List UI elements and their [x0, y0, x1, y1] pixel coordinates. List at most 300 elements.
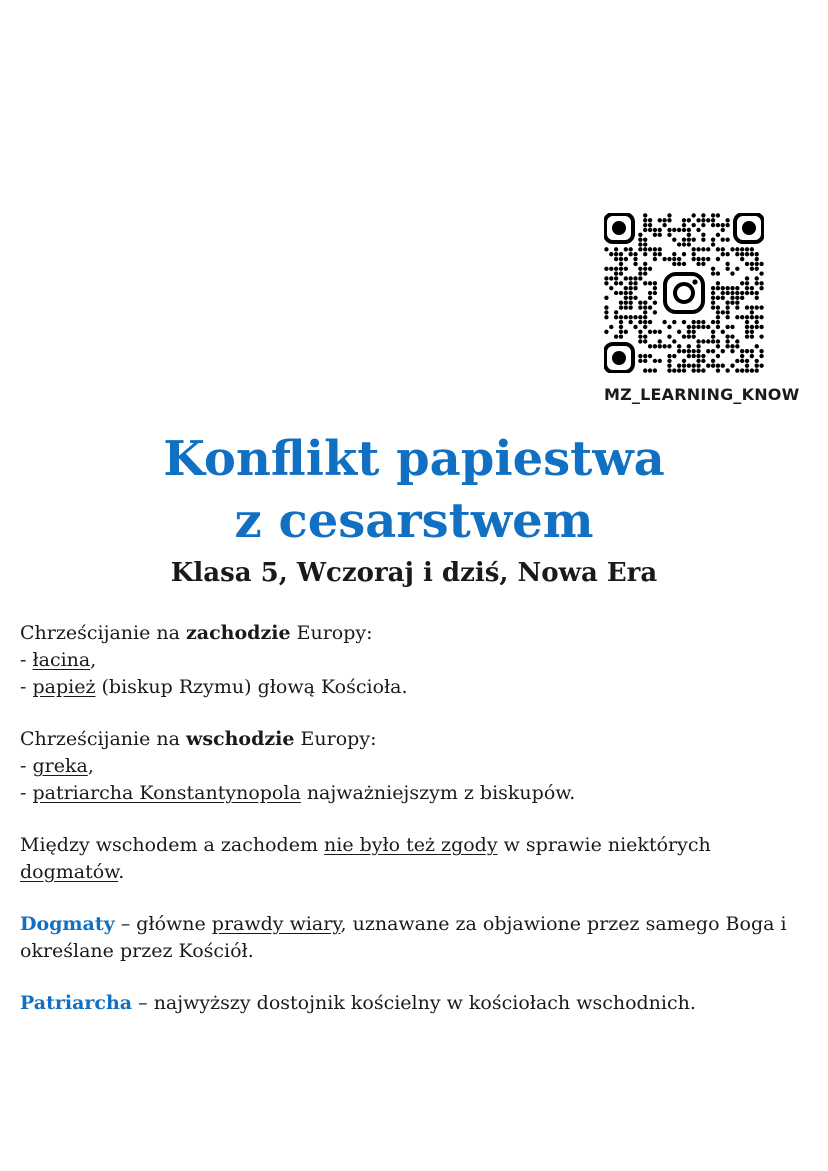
qr-module: [692, 237, 696, 241]
qr-module: [628, 296, 632, 300]
qr-module: [614, 334, 618, 338]
qr-module: [648, 291, 652, 295]
qr-module: [677, 228, 681, 232]
qr-module: [692, 364, 696, 368]
qr-module: [759, 262, 763, 266]
qr-module: [711, 271, 715, 275]
qr-module: [638, 334, 642, 338]
qr-module: [609, 286, 613, 290]
qr-module: [692, 325, 696, 329]
qr-module: [740, 252, 744, 256]
qr-module: [658, 247, 662, 251]
qr-module: [701, 213, 705, 217]
qr-module: [745, 247, 749, 251]
qr-module: [628, 286, 632, 290]
qr-module: [653, 286, 657, 290]
qr-module: [619, 267, 623, 271]
qr-module: [692, 349, 696, 353]
qr-module: [667, 233, 671, 237]
qr-module: [653, 228, 657, 232]
qr-module: [745, 368, 749, 372]
qr-module: [716, 286, 720, 290]
qr-module: [619, 252, 623, 256]
qr-module: [750, 334, 754, 338]
qr-module: [706, 349, 710, 353]
qr-module: [687, 330, 691, 334]
qr-module: [716, 223, 720, 227]
qr-module: [628, 276, 632, 280]
qr-module: [677, 242, 681, 246]
qr-module: [677, 368, 681, 372]
qr-module: [745, 252, 749, 256]
qr-module: [735, 368, 739, 372]
qr-module: [750, 305, 754, 309]
qr-module: [687, 364, 691, 368]
qr-finder-top-right: [735, 214, 763, 242]
qr-module: [711, 223, 715, 227]
qr-module: [711, 218, 715, 222]
qr-module: [658, 252, 662, 256]
qr-module: [658, 359, 662, 363]
qr-module: [633, 315, 637, 319]
qr-module: [730, 349, 734, 353]
qr-module: [759, 364, 763, 368]
qr-module: [682, 320, 686, 324]
qr-module: [706, 364, 710, 368]
qr-module: [628, 291, 632, 295]
qr-module: [643, 223, 647, 227]
qr-module: [633, 286, 637, 290]
qr-module: [677, 364, 681, 368]
qr-module: [755, 315, 759, 319]
qr-module: [624, 296, 628, 300]
qr-module: [687, 344, 691, 348]
qr-module: [755, 291, 759, 295]
qr-module: [648, 228, 652, 232]
qr-module: [750, 291, 754, 295]
no-agreement: nie było też zgody: [324, 834, 498, 856]
qr-module: [725, 310, 729, 314]
qr-module: [692, 257, 696, 261]
qr-module: [735, 301, 739, 305]
east-greek: greka: [32, 755, 88, 777]
qr-module: [638, 301, 642, 305]
qr-module: [643, 325, 647, 329]
qr-module: [658, 344, 662, 348]
qr-code[interactable]: [604, 213, 764, 373]
qr-module: [755, 305, 759, 309]
qr-module: [696, 349, 700, 353]
qr-module: [725, 286, 729, 290]
qr-module: [687, 233, 691, 237]
qr-module: [725, 291, 729, 295]
qr-module: [648, 223, 652, 227]
qr-module: [638, 247, 642, 251]
qr-module: [682, 349, 686, 353]
qr-module: [677, 257, 681, 261]
qr-module: [653, 359, 657, 363]
qr-module: [735, 359, 739, 363]
qr-module: [624, 267, 628, 271]
qr-module: [711, 291, 715, 295]
qr-module: [725, 218, 729, 222]
qr-module: [619, 281, 623, 285]
qr-module: [643, 315, 647, 319]
qr-module: [692, 368, 696, 372]
qr-module: [716, 320, 720, 324]
qr-module: [745, 281, 749, 285]
qr-module: [701, 359, 705, 363]
qr-module: [643, 262, 647, 266]
qr-module: [696, 364, 700, 368]
qr-module: [672, 262, 676, 266]
qr-module: [692, 213, 696, 217]
qr-module: [633, 325, 637, 329]
qr-module: [628, 315, 632, 319]
qr-module: [614, 310, 618, 314]
qr-module: [755, 267, 759, 271]
qr-module: [711, 301, 715, 305]
qr-module: [638, 271, 642, 275]
qr-module: [755, 320, 759, 324]
qr-module: [725, 368, 729, 372]
qr-module: [653, 233, 657, 237]
title-line-2: z cesarstwem: [234, 493, 594, 549]
qr-module: [740, 247, 744, 251]
qr-module: [721, 286, 725, 290]
instagram-icon: [662, 271, 706, 315]
qr-module: [643, 271, 647, 275]
qr-module: [628, 301, 632, 305]
qr-module: [721, 237, 725, 241]
qr-module: [633, 252, 637, 256]
qr-module: [667, 359, 671, 363]
qr-module: [682, 334, 686, 338]
qr-module: [701, 354, 705, 358]
qr-module: [643, 267, 647, 271]
qr-module: [730, 301, 734, 305]
qr-module: [721, 296, 725, 300]
qr-module: [711, 330, 715, 334]
qr-module: [643, 228, 647, 232]
qr-module: [619, 330, 623, 334]
qr-module: [662, 344, 666, 348]
qr-module: [619, 305, 623, 309]
qr-module: [755, 325, 759, 329]
qr-module: [716, 305, 720, 309]
qr-module: [677, 262, 681, 266]
qr-module: [701, 368, 705, 372]
qr-module: [643, 237, 647, 241]
qr-module: [696, 359, 700, 363]
qr-module: [667, 368, 671, 372]
qr-module: [745, 286, 749, 290]
qr-module: [711, 286, 715, 290]
qr-module: [643, 252, 647, 256]
qr-module: [750, 315, 754, 319]
dogmaty-term: Dogmaty: [20, 913, 115, 935]
qr-module: [643, 310, 647, 314]
qr-module: [696, 218, 700, 222]
qr-module: [759, 334, 763, 338]
qr-module: [653, 291, 657, 295]
qr-module: [682, 218, 686, 222]
qr-module: [706, 218, 710, 222]
qr-module: [624, 315, 628, 319]
qr-module: [682, 252, 686, 256]
qr-module: [755, 359, 759, 363]
qr-module: [745, 330, 749, 334]
qr-module: [624, 305, 628, 309]
qr-module: [643, 339, 647, 343]
qr-module: [692, 223, 696, 227]
patriarcha-definition: Patriarcha – najwyższy dostojnik kościelny w kościołach wschodnich.: [20, 992, 696, 1014]
qr-module: [604, 305, 608, 309]
qr-module: [711, 349, 715, 353]
qr-module: [687, 334, 691, 338]
qr-module: [638, 305, 642, 309]
qr-module: [628, 281, 632, 285]
qr-module: [692, 252, 696, 256]
qr-module: [730, 296, 734, 300]
qr-module: [735, 296, 739, 300]
qr-module: [672, 257, 676, 261]
qr-module: [735, 339, 739, 343]
qr-module: [759, 315, 763, 319]
qr-module: [672, 228, 676, 232]
qr-module: [716, 315, 720, 319]
qr-module: [716, 271, 720, 275]
qr-module: [740, 354, 744, 358]
qr-module: [604, 267, 608, 271]
qr-module: [750, 267, 754, 271]
qr-module: [638, 233, 642, 237]
qr-module: [716, 296, 720, 300]
west-latin: łacina: [32, 649, 91, 671]
qr-module: [638, 315, 642, 319]
qr-module: [750, 349, 754, 353]
qr-module: [735, 305, 739, 309]
qr-module: [759, 286, 763, 290]
qr-module: [609, 252, 613, 256]
qr-module: [740, 281, 744, 285]
qr-module: [711, 364, 715, 368]
qr-module: [672, 368, 676, 372]
qr-module: [759, 271, 763, 275]
qr-module: [701, 233, 705, 237]
qr-module: [619, 315, 623, 319]
qr-module: [638, 354, 642, 358]
qr-module: [740, 315, 744, 319]
qr-module: [609, 276, 613, 280]
qr-module: [750, 354, 754, 358]
qr-module: [730, 247, 734, 251]
qr-module: [711, 359, 715, 363]
qr-module: [745, 320, 749, 324]
truths-of-faith: prawdy wiary: [211, 913, 341, 935]
qr-module: [696, 344, 700, 348]
qr-module: [745, 334, 749, 338]
qr-module: [662, 223, 666, 227]
qr-module: [701, 237, 705, 241]
qr-module: [725, 301, 729, 305]
qr-module: [692, 330, 696, 334]
qr-module: [745, 291, 749, 295]
qr-module: [745, 262, 749, 266]
qr-module: [759, 281, 763, 285]
qr-module: [687, 218, 691, 222]
qr-module: [643, 242, 647, 246]
qr-module: [643, 334, 647, 338]
east-keyword: wschodzie: [186, 728, 295, 750]
qr-module: [604, 276, 608, 280]
qr-module: [730, 344, 734, 348]
qr-module: [624, 286, 628, 290]
qr-module: [667, 325, 671, 329]
qr-module: [716, 339, 720, 343]
qr-module: [672, 354, 676, 358]
qr-module: [653, 301, 657, 305]
qr-module: [725, 262, 729, 266]
qr-module: [701, 223, 705, 227]
qr-module: [643, 305, 647, 309]
qr-module: [687, 242, 691, 246]
dogmas-term: dogmatów: [20, 861, 119, 883]
qr-module: [740, 368, 744, 372]
west-section: Chrześcijanie na zachodzie Europy: - łacina, - papież (biskup Rzymu) głową Kościoła.: [20, 622, 408, 698]
qr-module: [755, 364, 759, 368]
qr-module: [638, 359, 642, 363]
qr-module: [633, 276, 637, 280]
qr-module: [735, 286, 739, 290]
qr-module: [682, 228, 686, 232]
qr-module: [725, 315, 729, 319]
qr-module: [633, 257, 637, 261]
qr-module: [648, 267, 652, 271]
qr-module: [624, 257, 628, 261]
qr-module: [759, 354, 763, 358]
qr-module: [682, 237, 686, 241]
qr-module: [692, 334, 696, 338]
qr-module: [701, 262, 705, 266]
west-keyword: zachodzie: [186, 622, 291, 644]
qr-module: [745, 349, 749, 353]
qr-module: [755, 257, 759, 261]
qr-module: [614, 276, 618, 280]
qr-module: [750, 252, 754, 256]
qr-module: [614, 247, 618, 251]
qr-module: [628, 305, 632, 309]
qr-module: [638, 242, 642, 246]
qr-module: [677, 349, 681, 353]
qr-module: [716, 247, 720, 251]
qr-module: [653, 252, 657, 256]
qr-module: [609, 267, 613, 271]
qr-module: [725, 325, 729, 329]
patriarcha-term: Patriarcha: [20, 992, 133, 1014]
qr-module: [614, 271, 618, 275]
qr-module: [619, 334, 623, 338]
qr-module: [696, 320, 700, 324]
qr-module: [604, 296, 608, 300]
qr-module: [721, 364, 725, 368]
qr-module: [643, 301, 647, 305]
qr-module: [614, 252, 618, 256]
qr-module: [716, 368, 720, 372]
qr-module: [725, 267, 729, 271]
qr-module: [638, 330, 642, 334]
qr-module: [716, 354, 720, 358]
qr-module: [628, 320, 632, 324]
qr-module: [759, 349, 763, 353]
qr-module: [696, 368, 700, 372]
qr-module: [716, 281, 720, 285]
qr-module: [653, 344, 657, 348]
qr-module: [648, 218, 652, 222]
qr-module: [755, 296, 759, 300]
qr-module: [755, 368, 759, 372]
qr-module: [725, 223, 729, 227]
qr-module: [730, 334, 734, 338]
qr-module: [730, 364, 734, 368]
qr-module: [750, 262, 754, 266]
qr-module: [755, 344, 759, 348]
qr-module: [706, 325, 710, 329]
east-patriarch: patriarcha Konstantynopola: [32, 782, 301, 804]
qr-module: [638, 267, 642, 271]
qr-module: [662, 320, 666, 324]
content: [20, 620, 810, 1042]
qr-module: [658, 233, 662, 237]
qr-module: [643, 213, 647, 217]
qr-module: [687, 228, 691, 232]
qr-module: [735, 344, 739, 348]
qr-module: [759, 325, 763, 329]
qr-module: [716, 344, 720, 348]
qr-module: [711, 320, 715, 324]
qr-module: [725, 305, 729, 309]
qr-module: [721, 247, 725, 251]
qr-module: [653, 368, 657, 372]
qr-module: [633, 262, 637, 266]
qr-module: [667, 257, 671, 261]
qr-module: [643, 281, 647, 285]
qr-module: [672, 320, 676, 324]
qr-module: [725, 334, 729, 338]
qr-module: [740, 359, 744, 363]
qr-module: [648, 247, 652, 251]
qr-module: [711, 339, 715, 343]
qr-module: [658, 339, 662, 343]
qr-module: [648, 305, 652, 309]
qr-module: [692, 354, 696, 358]
qr-module: [716, 257, 720, 261]
east-section: Chrześcijanie na wschodzie Europy: - greka, - patriarcha Konstantynopola najważniejszym z biskupów.: [20, 728, 576, 804]
qr-module: [604, 315, 608, 319]
qr-module: [721, 349, 725, 353]
qr-module: [633, 296, 637, 300]
qr-module: [677, 344, 681, 348]
qr-module: [706, 247, 710, 251]
qr-module: [687, 349, 691, 353]
qr-module: [711, 305, 715, 309]
qr-module: [721, 223, 725, 227]
dogmaty-definition: Dogmaty – główne prawdy wiary, uznawane za objawione przez samego Boga i określane przez Kościół.: [20, 913, 787, 962]
qr-module: [696, 325, 700, 329]
qr-module: [614, 315, 618, 319]
qr-module: [643, 247, 647, 251]
qr-module: [667, 218, 671, 222]
